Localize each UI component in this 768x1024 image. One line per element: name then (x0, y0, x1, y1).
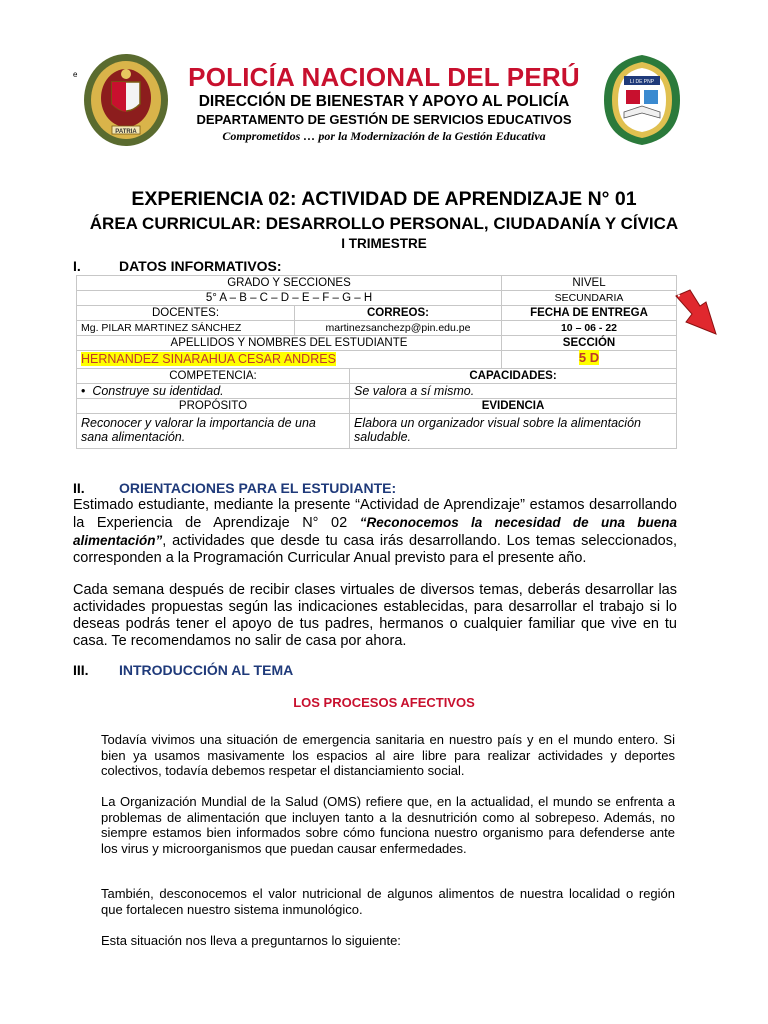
section-1-number: I. (73, 258, 81, 274)
education-seal-right-icon (600, 52, 684, 148)
student-label: APELLIDOS Y NOMBRES DEL ESTUDIANTE (77, 336, 502, 351)
intro-paragraph-3: También, desconocemos el valor nutricional de algunos alimentos de nuestra localidad o región que fortalecen nuestro sistema inmunológico. (101, 886, 675, 917)
capacity-value: Se valora a sí mismo. (350, 384, 677, 399)
term-title: I TRIMESTRE (341, 236, 427, 251)
tiny-mark: e (73, 70, 78, 79)
orientation-p1-start: Estimado estudiante, mediante la presente “Actividad de Aprendizaje” estamos desarrollando la Experiencia de Aprendizaje N° 02 (73, 497, 677, 531)
intro-paragraph-4: Esta situación nos lleva a preguntarnos lo siguiente: (101, 933, 401, 948)
competence-value-cell (77, 384, 350, 399)
area-title: ÁREA CURRICULAR: DESARROLLO PERSONAL, CIUDADANÍA Y CÍVICA (89, 214, 679, 233)
evidence-value: Elabora un organizador visual sobre la alimentación saludable. (350, 414, 677, 449)
intro-paragraph-1: Todavía vivimos una situación de emergencia sanitaria en nuestro país y en el mundo entero. Si bien ya usamos masivamente los espacios al aire libre para realizar actividades y deportes colectivos, todavía debemos respetar el distanciamiento social. (101, 732, 675, 778)
institution-title: POLICÍA NACIONAL DEL PERÚ (188, 62, 580, 92)
competence-value: Construye su identidad. (92, 384, 224, 398)
emails-label: CORREOS: (295, 306, 502, 321)
intro-paragraph-2: La Organización Mundial de la Salud (OMS) refiere que, en la actualidad, el mundo se enfrenta a problemas de alimentación que incluyen tanto a la desnutrición como al sobrepeso. Además, no siempre estamos bien informados sobre cómo funciona nuestro organismo para defenderse ante los virus y microorganismos que puedan causar enfermedades. (101, 794, 675, 856)
left-seal-label: PATRIA (115, 129, 137, 135)
orientation-paragraph-2: Cada semana después de recibir clases virtuales de diversos temas, deberás desarrollar las actividades propuestas según las indicaciones establecidas, para desarrollar el trabajo si lo deseas podrás tener el apoyo de tus padres, hermanos o cualquier familiar que vive en tu casa. Te recomendamos no salir de casa por ahora. (73, 582, 677, 649)
red-arrow-icon (672, 284, 734, 346)
info-table (76, 275, 677, 449)
section-value: 5 D (578, 350, 600, 365)
department-subtitle: DEPARTAMENTO DE GESTIÓN DE SERVICIOS EDUCATIVOS (196, 112, 572, 127)
bullet-icon: • (81, 384, 93, 398)
teachers-label: DOCENTES: (77, 306, 295, 321)
section-3-number: III. (73, 662, 89, 678)
student-value-cell (77, 351, 502, 369)
purpose-value: Reconocer y valorar la importancia de una sana alimentación. (77, 414, 350, 449)
orientation-paragraph-1 (73, 497, 677, 567)
student-value: HERNANDEZ SINARAHUA CESAR ANDRES (81, 352, 336, 366)
level-value: SECUNDARIA (502, 291, 677, 306)
section-3-title: INTRODUCCIÓN AL TEMA (119, 662, 294, 678)
grade-label: GRADO Y SECCIONES (77, 276, 502, 291)
teacher-value: Mg. PILAR MARTINEZ SÁNCHEZ (77, 321, 295, 336)
section-2-heading (73, 480, 396, 496)
topic-title: LOS PROCESOS AFECTIVOS (293, 695, 475, 710)
capacities-label: CAPACIDADES: (350, 369, 677, 384)
orientation-p1-experience-name: “Reconocemos la necesidad de una buena alimentación” (73, 515, 677, 548)
section-2-number: II. (73, 480, 85, 496)
section-1-heading (73, 258, 282, 274)
section-label: SECCIÓN (502, 336, 677, 351)
section-1-title: DATOS INFORMATIVOS: (119, 258, 282, 274)
experience-title: EXPERIENCIA 02: ACTIVIDAD DE APRENDIZAJE N° 01 (131, 188, 637, 210)
level-label: NIVEL (502, 276, 677, 291)
motto: Comprometidos … por la Modernización de la Gestión Educativa (222, 129, 546, 143)
date-value: 10 – 06 - 22 (502, 321, 677, 336)
grade-value: 5° A – B – C – D – E – F – G – H (77, 291, 502, 306)
police-seal-left-icon (82, 52, 170, 148)
section-value-cell (502, 351, 677, 369)
orientation-p1-end: , actividades que desde tu casa irás desarrollando. Los temas seleccionados, corresponden a la Programación Curricular Anual previsto para el presente año. (73, 533, 677, 566)
section-3-heading (73, 662, 293, 678)
competence-label: COMPETENCIA: (77, 369, 350, 384)
date-label: FECHA DE ENTREGA (502, 306, 677, 321)
email-value: martinezsanchezp@pin.edu.pe (295, 321, 502, 336)
right-seal-label: LI DE PNP (629, 79, 655, 85)
evidence-label: EVIDENCIA (350, 399, 677, 414)
section-2-title: ORIENTACIONES PARA EL ESTUDIANTE: (119, 480, 397, 496)
direction-subtitle: DIRECCIÓN DE BIENESTAR Y APOYO AL POLICÍA (198, 93, 570, 110)
purpose-label: PROPÓSITO (77, 399, 350, 414)
